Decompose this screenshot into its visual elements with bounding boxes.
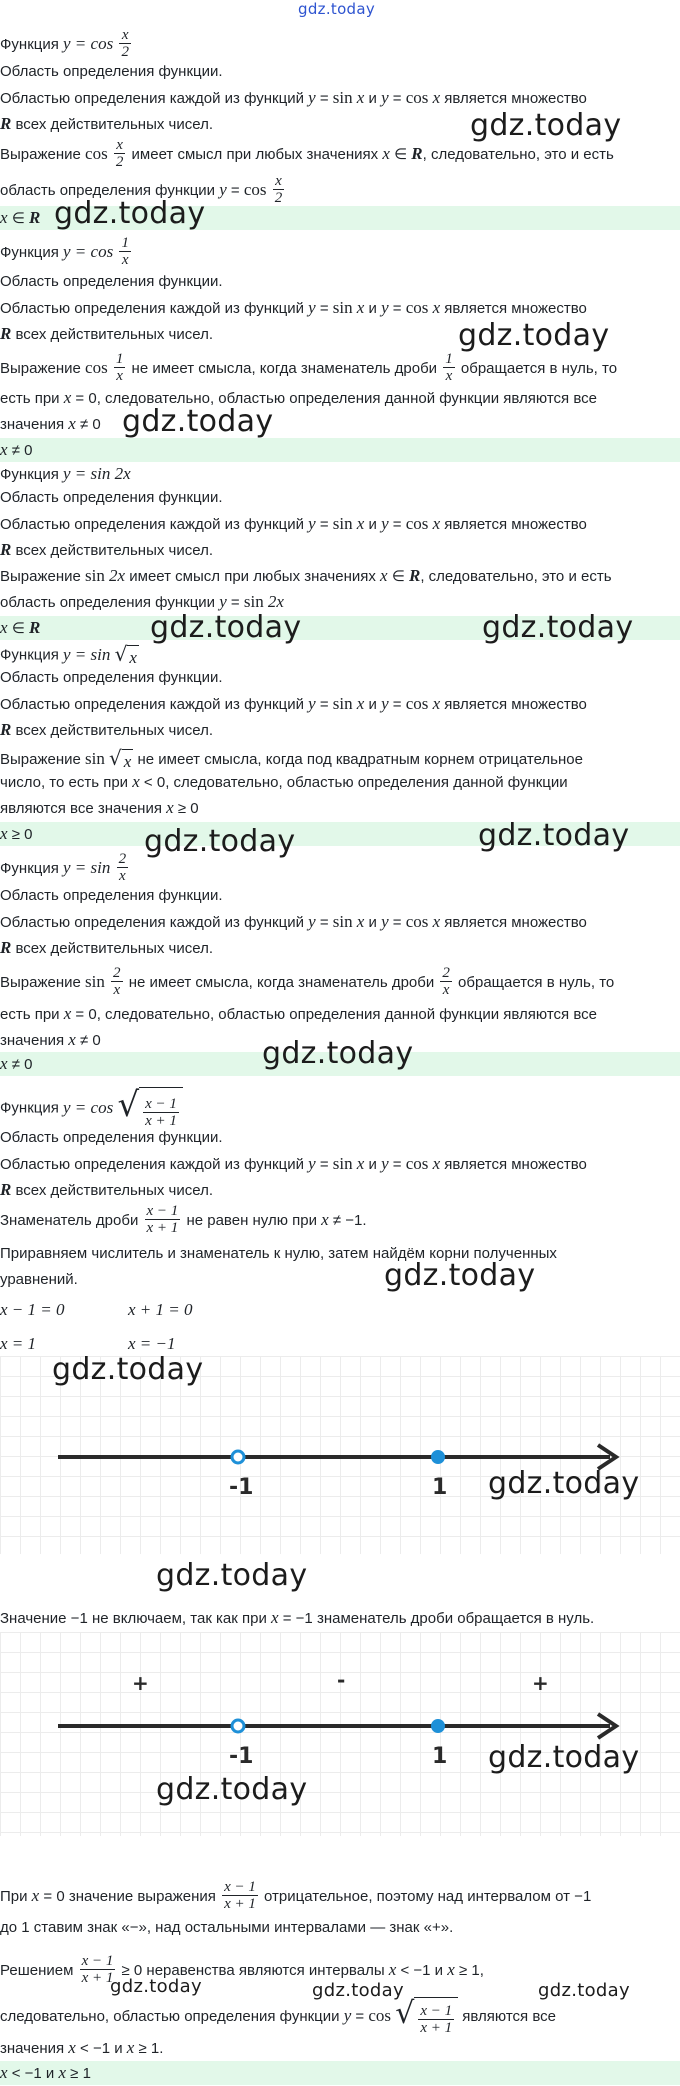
watermark: gdz.today [538, 1980, 630, 2001]
function-title [0, 848, 680, 888]
domain-text-2: R всех действительных чисел. [0, 540, 213, 559]
domain-heading: Область определения функции. [0, 63, 223, 80]
point-label: 1 [432, 1744, 448, 1769]
expression-text: Выражение cos $\frac{x}{2}$ имеет смысл при любых значениях x ∈ R, следовательно, это и есть [0, 137, 614, 171]
filled-point-1 [432, 1720, 444, 1732]
domain-heading: Область определения функции. [0, 669, 223, 686]
expression-text-3: значения x ≠ 0 [0, 1030, 101, 1049]
equation-intro: Приравняем числитель и знаменатель к нулю, затем найдём корни полученных [0, 1245, 557, 1262]
point-label: 1 [432, 1475, 448, 1500]
watermark: gdz.today [52, 1352, 204, 1387]
domain-text: Областью определения каждой из функций y = sin x и y = cos x является множество [0, 88, 587, 107]
sign-label: + [132, 1671, 149, 1695]
function-formula: y = cos √ $\frac{x - 1}{x + 1}$ [63, 1098, 183, 1117]
domain-text-2: R всех действительных чисел. [0, 1180, 213, 1199]
watermark: gdz.today [384, 1258, 536, 1293]
function-label: Функция [0, 466, 59, 483]
watermark: gdz.today [458, 318, 610, 353]
point-label: -1 [229, 1475, 254, 1500]
expression-text-3: значения x ≠ 0 [0, 414, 101, 433]
sign-text: При x = 0 значение выражения $\frac{x - 1}{x + 1}$ отрицательное, поэтому над интервалом от −1 [0, 1879, 592, 1913]
filled-point-1 [432, 1451, 444, 1463]
watermark: gdz.today [312, 1980, 404, 2001]
watermark: gdz.today [488, 1740, 640, 1775]
function-formula: y = sin $\frac{2}{x}$ [63, 851, 127, 885]
function-label: Функция [0, 36, 59, 53]
expression-text: Выражение sin 2x имеет смысл при любых значениях x ∈ R, следовательно, это и есть [0, 566, 612, 585]
function-label: Функция [0, 1099, 59, 1117]
sign-label: - [337, 1668, 346, 1692]
expression-text: Выражение cos $\frac{1}{x}$ не имеет смысла, когда знаменатель дроби $\frac{1}{x}$ обращается в нуль, то [0, 351, 618, 385]
domain-heading: Область определения функции. [0, 1129, 223, 1146]
expression-text: Выражение sin √ x не имеет смысла, когда под квадратным корнем отрицательное [0, 746, 680, 770]
expression-text-2: число, то есть при x < 0, следовательно, областью определения данной функции [0, 772, 568, 791]
number-line-2 [0, 1632, 680, 1836]
root-2: x = −1 [128, 1334, 176, 1353]
answer-row: x ≥ 0 [0, 822, 680, 846]
watermark: gdz.today [144, 824, 296, 859]
watermark: gdz.today [262, 1036, 414, 1071]
equation-intro-2: уравнений. [0, 1271, 78, 1288]
watermark: gdz.today [156, 1772, 308, 1807]
function-formula: y = sin √ x [63, 645, 139, 664]
root-1: x = 1 [0, 1334, 37, 1353]
answer-row: x ∈ R [0, 616, 680, 640]
expression-text-2: есть при x = 0, следовательно, областью определения данной функции являются все [0, 1004, 597, 1023]
function-label: Функция [0, 860, 59, 877]
expression-text-2: область определения функции y = sin 2x [0, 592, 284, 611]
function-title [0, 24, 680, 64]
open-point-minus-1 [232, 1720, 244, 1732]
domain-text-2: R всех действительных чисел. [0, 938, 213, 957]
function-formula: y = cos $\frac{1}{x}$ [63, 235, 129, 269]
domain-text: Областью определения каждой из функций y = sin x и y = cos x является множество [0, 912, 587, 931]
function-title [0, 464, 680, 484]
watermark: gdz.today [482, 610, 634, 645]
function-label: Функция [0, 646, 59, 664]
equation-1: x − 1 = 0 [0, 1300, 65, 1319]
expression-text: Выражение sin $\frac{2}{x}$ не имеет смысла, когда знаменатель дроби $\frac{2}{x}$ обращается в нуль, то [0, 965, 615, 999]
expression-text-2: есть при x = 0, следовательно, областью определения данной функции являются все [0, 388, 597, 407]
domain-heading: Область определения функции. [0, 273, 223, 290]
point-label: -1 [229, 1744, 254, 1769]
answer-row: x ≠ 0 [0, 438, 680, 462]
sign-label: + [532, 1671, 549, 1695]
domain-text: Областью определения каждой из функций y = sin x и y = cos x является множество [0, 514, 587, 533]
domain-text-2: R всех действительных чисел. [0, 324, 213, 343]
function-title [0, 1080, 680, 1130]
domain-text-2: R всех действительных чисел. [0, 114, 213, 133]
watermark: gdz.today [478, 818, 630, 853]
watermark-top[interactable]: gdz.today [298, 0, 376, 18]
watermark: gdz.today [54, 196, 206, 231]
domain-text: Областью определения каждой из функций y = sin x и y = cos x является множество [0, 1154, 587, 1173]
equation-2: x + 1 = 0 [128, 1300, 193, 1319]
open-point-minus-1 [232, 1451, 244, 1463]
sign-text-2: до 1 ставим знак «−», над остальными интервалами — знак «+». [0, 1919, 454, 1936]
domain-heading: Область определения функции. [0, 887, 223, 904]
answer-row: x ∈ R [0, 206, 680, 230]
watermark: gdz.today [110, 1976, 202, 1997]
function-formula: y = sin 2x [63, 464, 131, 483]
function-title [0, 232, 680, 272]
answer-row: x < −1 и x ≥ 1 [0, 2061, 680, 2085]
denominator-text: Знаменатель дроби $\frac{x - 1}{x + 1}$ не равен нулю при x ≠ −1. [0, 1203, 367, 1237]
domain-text: Областью определения каждой из функций y = sin x и y = cos x является множество [0, 694, 587, 713]
function-formula: y = cos $\frac{x}{2}$ [63, 27, 129, 61]
domain-text-2: R всех действительных чисел. [0, 720, 213, 739]
answer-row: x ≠ 0 [0, 1052, 680, 1076]
expression-text-2: область определения функции y = cos $\frac{x}{2}$ [0, 173, 283, 207]
solution-text-3: значения x < −1 и x ≥ 1. [0, 2038, 164, 2057]
exclude-text: Значение −1 не включаем, так как при x = −1 знаменатель дроби обращается в нуль. [0, 1608, 595, 1627]
watermark: gdz.today [122, 404, 274, 439]
solution-text: Решением $\frac{x - 1}{x + 1}$ ≥ 0 неравенства являются интервалы x < −1 и x ≥ 1, [0, 1953, 484, 1987]
watermark: gdz.today [156, 1558, 308, 1593]
function-label: Функция [0, 244, 59, 261]
function-title [0, 642, 680, 666]
expression-text-3: являются все значения x ≥ 0 [0, 798, 199, 817]
watermark: gdz.today [470, 108, 622, 143]
watermark: gdz.today [150, 610, 302, 645]
domain-heading: Область определения функции. [0, 489, 223, 506]
solution-text-2: следовательно, областью определения функции y = cos √ $\frac{x - 1}{x + 1}$ являются все [0, 1992, 680, 2036]
domain-text: Областью определения каждой из функций y = sin x и y = cos x является множество [0, 298, 587, 317]
watermark: gdz.today [488, 1466, 640, 1501]
sign-chart-grid [0, 1632, 680, 1836]
